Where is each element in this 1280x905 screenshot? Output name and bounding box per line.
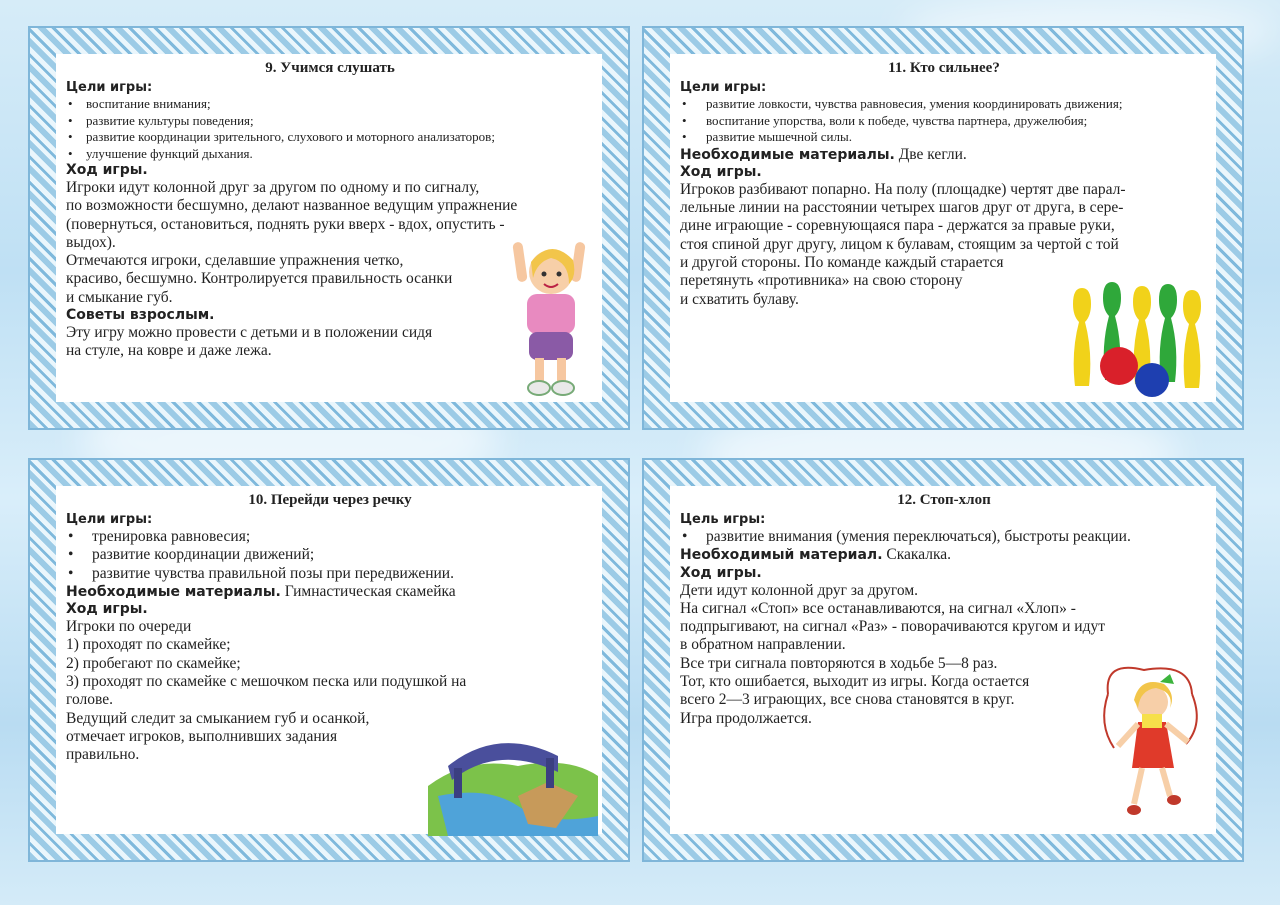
goal-item: • развитие внимания (умения переключаться), быстроты реакции.	[680, 528, 1208, 546]
process-line: Игроки по очереди	[66, 618, 192, 636]
process-line: 1) проходят по скамейке;	[66, 636, 231, 654]
process-line: дине играющие - соревнующаяся пара - держатся за правые руки,	[680, 217, 1115, 235]
process-line: отмечает игроков, выполнивших задания	[66, 727, 338, 745]
card-title: 9. Учимся слушать	[265, 60, 395, 76]
goals-heading: Цели игры:	[680, 80, 767, 95]
goal-item: • развитие ловкости, чувства равновесия, умения координировать движения;	[680, 96, 1208, 113]
materials-value: Скакалка.	[886, 546, 952, 564]
process-line: Все три сигнала повторяются в ходьбе 5—8 раз.	[680, 654, 998, 672]
card-title: 12. Стоп-хлоп	[897, 492, 991, 508]
goals-heading: Цели игры:	[66, 80, 153, 95]
process-line: (повернуться, остановиться, поднять руки вверх - вдох, опустить -	[66, 215, 505, 233]
process-line: Игра продолжается.	[680, 709, 812, 727]
process-line: красиво, бесшумно. Контролируется правильность осанки	[66, 270, 453, 288]
goal-item: • развитие мышечной силы.	[680, 129, 1208, 146]
process-line: и схватить булаву.	[680, 290, 799, 308]
materials-line	[66, 583, 594, 601]
process-line: Отмечаются игроки, сделавшие упражнения четко,	[66, 252, 404, 270]
process-line: Тот, кто ошибается, выходит из игры. Когда остается	[680, 673, 1030, 691]
card-10	[30, 460, 628, 860]
materials-line	[680, 146, 1208, 164]
advice-line: Эту игру можно провести с детьми и в положении сидя	[66, 324, 433, 342]
process-line: всего 2—3 играющих, все снова становятся в круг.	[680, 691, 1015, 709]
process-line: Дети идут колонной друг за другом.	[680, 581, 919, 599]
process-line: подпрыгивают, на сигнал «Раз» - поворачиваются кругом и идут	[680, 618, 1105, 636]
materials-value: Две кегли.	[898, 145, 967, 163]
materials-line	[680, 546, 1208, 564]
card-title: 10. Перейди через речку	[248, 492, 412, 508]
goal-item: • улучшение функций дыхания.	[66, 146, 594, 163]
process-line: На сигнал «Стоп» все останавливаются, на сигнал «Хлоп» -	[680, 599, 1076, 617]
process-line: Ведущий следит за смыканием губ и осанкой,	[66, 709, 370, 727]
process-line: по возможности бесшумно, делают названное ведущим упражнение	[66, 197, 518, 215]
process-line: в обратном направлении.	[680, 636, 846, 654]
goals-heading: Цели игры:	[66, 512, 153, 527]
process-heading: Ход игры.	[66, 162, 148, 178]
goal-item: • развитие культуры поведения;	[66, 113, 594, 130]
process-line: стоя спиной друг другу, лицом к булавам, стоящим за чертой с той	[680, 235, 1119, 253]
materials-heading: Необходимые материалы.	[680, 146, 895, 163]
materials-heading: Необходимые материалы.	[66, 583, 281, 600]
child-arms-up-illustration	[511, 232, 591, 402]
advice-line: на стуле, на ковре и даже лежа.	[66, 342, 272, 360]
card-title: 11. Кто сильнее?	[888, 60, 1000, 76]
process-line: голове.	[66, 691, 113, 709]
process-heading: Ход игры.	[66, 601, 148, 618]
process-line: правильно.	[66, 746, 140, 764]
goal-item: • развитие координации зрительного, слухового и моторного анализаторов;	[66, 129, 594, 146]
card-12	[644, 460, 1242, 860]
skittles-and-balls-illustration	[1064, 280, 1210, 400]
process-line: Игроки идут колонной друг за другом по одному и по сигналу,	[66, 179, 480, 196]
goal-item: • развитие координации движений;	[66, 546, 594, 564]
card-9	[30, 28, 628, 428]
process-line: 3) проходят по скамейке с мешочком песка или подушкой на	[66, 673, 467, 691]
process-line: выдох).	[66, 233, 116, 251]
goal-item: • воспитание внимания;	[66, 96, 594, 113]
advice-heading: Советы взрослым.	[66, 307, 215, 324]
bridge-over-river-illustration	[428, 716, 598, 836]
process-heading: Ход игры.	[680, 564, 762, 581]
process-line: и смыкание губ.	[66, 288, 173, 306]
process-line: и другой стороны. По команде каждый старается	[680, 253, 1004, 271]
goal-item: • тренировка равновесия;	[66, 528, 594, 546]
process-line: лельные линии на расстоянии четырех шагов друг от друга, в сере-	[680, 199, 1124, 217]
girl-jumping-rope-illustration	[1094, 664, 1212, 834]
process-heading: Ход игры.	[680, 163, 762, 180]
goal-item: • воспитание упорства, воли к победе, чувства партнера, дружелюбия;	[680, 113, 1208, 130]
card-11	[644, 28, 1242, 428]
materials-value: Гимнастическая скамейка	[284, 582, 456, 600]
process-line: перетянуть «противника» на свою сторону	[680, 272, 963, 290]
goal-item: • развитие чувства правильной позы при передвижении.	[66, 565, 594, 583]
materials-heading: Необходимый материал.	[680, 547, 883, 564]
process-line: 2) пробегают по скамейке;	[66, 654, 241, 672]
goals-heading: Цель игры:	[680, 512, 766, 527]
process-line: Игроков разбивают попарно. На полу (площадке) чертят две парал-	[680, 180, 1126, 198]
